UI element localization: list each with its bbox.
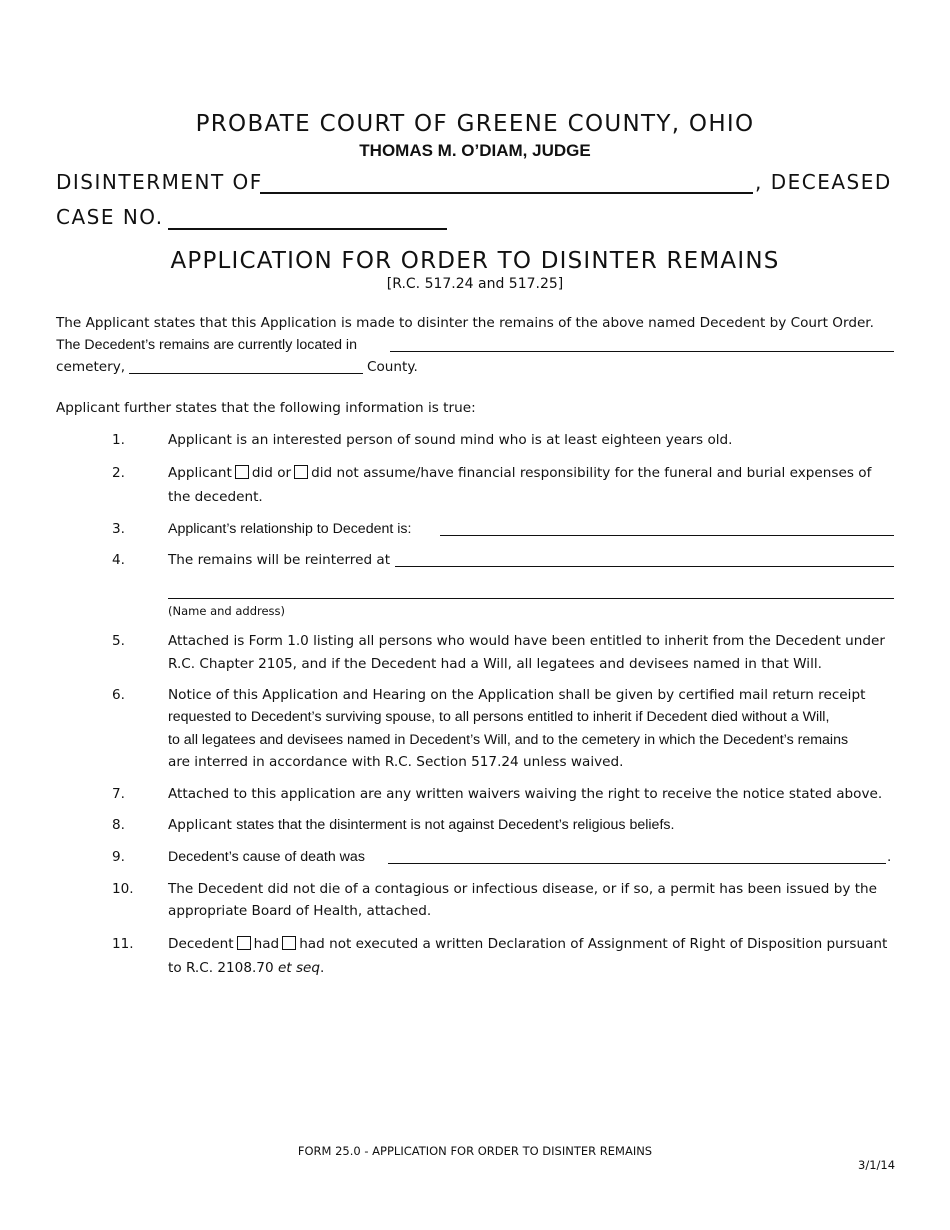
relationship-field[interactable] [440,535,894,536]
item-8-rest: states that the disinterment is not against Decedent’s religious beliefs. [236,817,675,833]
item-11-line-1 [168,933,894,956]
item-number: 7. [112,786,125,802]
item-8-pre: Applicant [168,817,232,833]
item-number: 11. [112,936,134,952]
reinterred-label: The remains will be reinterred at [168,552,391,568]
relationship-label: Applicant’s relationship to Decedent is: [168,521,412,537]
disinterment-field[interactable] [260,192,753,194]
item-6-line-4: are interred in accordance with R.C. Section 517.24 unless waived. [168,754,624,770]
item-6-line-1: Notice of this Application and Hearing on the Application shall be given by certified mail return receipt [168,687,866,703]
item-11-pre: Decedent [168,936,234,952]
revision-date: 3/1/14 [858,1158,896,1172]
further-statement: Applicant further states that the following information is true: [56,400,476,416]
item-11-end: . [320,960,325,976]
had-checkbox[interactable] [237,936,251,950]
item-number: 5. [112,633,125,649]
item-6-line-3: to all legatees and devisees named in Decedent’s Will, and to the cemetery in which the Decedent’s remains [168,732,849,748]
disinterment-label: DISINTERMENT OF [56,170,263,194]
item-number: 10. [112,881,134,897]
court-name: PROBATE COURT OF GREENE COUNTY, OHIO [195,111,755,137]
item-number: 6. [112,687,125,703]
item-2-opt-a: did or [251,465,292,481]
item-5-line-2: R.C. Chapter 2105, and if the Decedent had a Will, all legatees and devisees named in that Will. [168,656,822,672]
item-8-text [168,814,894,837]
item-7-text: Attached to this application are any written waivers waiving the right to receive the notice stated above. [168,786,883,802]
item-11-opt-b: had not executed a written Declaration of Assignment of Right of Disposition pursuant [299,936,888,952]
case-no-label: CASE NO. [56,205,164,229]
item-2-line-1 [168,462,894,485]
item-2-pre: Applicant [168,465,232,481]
reinterred-field[interactable] [395,566,894,567]
had-not-checkbox[interactable] [282,936,296,950]
cause-of-death-label: Decedent’s cause of death was [168,849,365,865]
item-11-italic: et seq [277,960,321,976]
cemetery-label: cemetery, [56,359,126,375]
item-1-text: Applicant is an interested person of sound mind who is at least eighteen years old. [168,432,733,448]
item-number: 2. [112,465,125,481]
judge-name: THOMAS M. O’DIAM, JUDGE [359,141,591,160]
item-11-opt-a: had [253,936,280,952]
deceased-label: , DECEASED [755,170,892,194]
intro-location-label: The Decedent’s remains are currently located in [56,337,357,353]
reinterred-address-field[interactable] [168,598,894,599]
item-5-line-1: Attached is Form 1.0 listing all persons who would have been entitled to inherit from the Decedent under [168,633,885,649]
county-label: County. [367,359,418,375]
item-11-cont: to R.C. 2108.70 [168,960,274,976]
item-10-line-1: The Decedent did not die of a contagious or infectious disease, or if so, a permit has been issued by the [168,881,878,897]
cause-of-death-field[interactable] [388,863,886,864]
item-number: 3. [112,521,125,537]
cemetery-field[interactable] [129,373,363,374]
cause-period: . [887,849,892,865]
item-2-line-2: the decedent. [168,489,263,505]
item-2-opt-b: did not assume/have financial responsibility for the funeral and burial expenses of [311,465,872,481]
name-address-caption: (Name and address) [168,604,286,618]
form-title: APPLICATION FOR ORDER TO DISINTER REMAINS [170,248,780,274]
did-not-checkbox[interactable] [294,465,308,479]
case-no-field[interactable] [168,228,447,230]
item-number: 4. [112,552,125,568]
item-6-line-2: requested to Decedent’s surviving spouse, to all persons entitled to inherit if Decedent died without a Will, [168,709,830,725]
item-number: 9. [112,849,125,865]
item-number: 8. [112,817,125,833]
intro-line-1: The Applicant states that this Application is made to disinter the remains of the above named Decedent by Court Order. [56,315,874,331]
form-footer: FORM 25.0 - APPLICATION FOR ORDER TO DISINTER REMAINS [297,1144,653,1158]
did-checkbox[interactable] [235,465,249,479]
item-11-line-2 [168,957,894,980]
statute-reference: [R.C. 517.24 and 517.25] [386,276,564,292]
item-number: 1. [112,432,125,448]
item-10-line-2: appropriate Board of Health, attached. [168,903,432,919]
location-field[interactable] [390,351,894,352]
